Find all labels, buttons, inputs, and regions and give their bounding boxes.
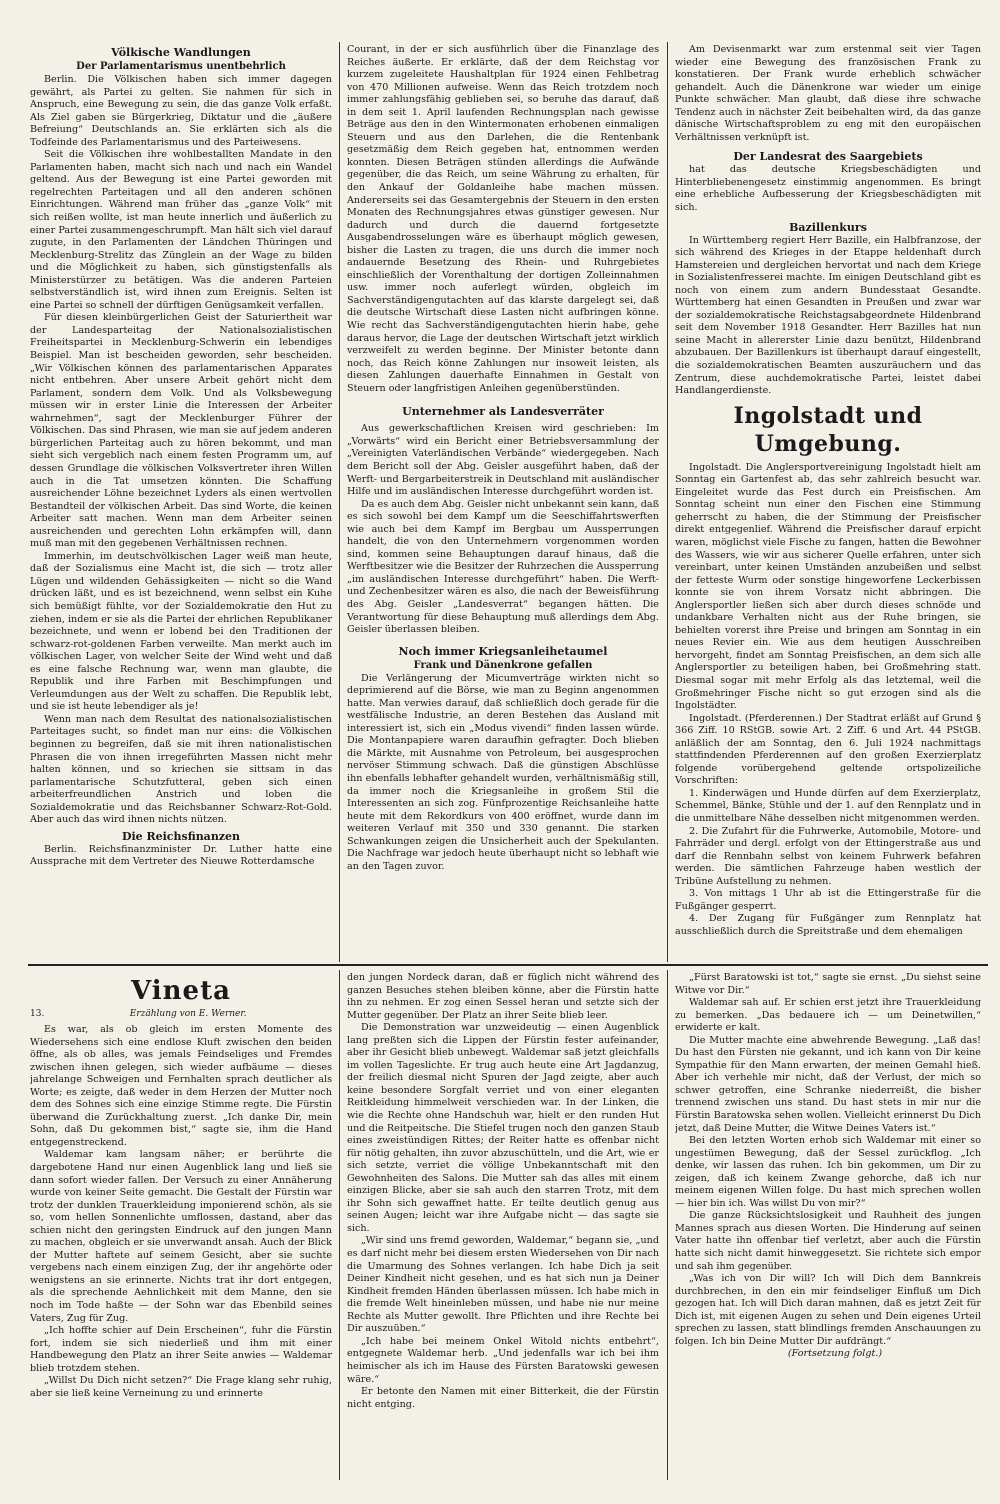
column-rule: [667, 42, 668, 962]
paragraph: Immerhin, im deutschvölkischen Lager weiß man heute, daß der Sozialismus eine Macht ist, die sich — trotz aller Lügen und wildenden Gehässigkeiten — nicht so die Wand drücken läßt, und es ist bezeichnend, wenn selbst ein Kuhe sich bemüßigt fühlte, vor der Sozialdemokratie den Hut zu ziehen, indem er sie als die Partei der ehrlichen Republikaner bezeichnete, und wenn er lobend bei den Traditionen der schwarz-rot-goldenen Farben verweilte. Man merkt auch im völkischen Lager, von welcher Seite der Wind weht und daß es eine falsche Rechnung war, wenn man glaubte, die Republik und ihre Farben mit Beschimpfungen und Verleumdungen aus der Welt zu schaffen. Die Republik lebt, und sie ist heute lebendiger als je!: [30, 550, 332, 713]
continued-note: (Fortsetzung folgt.): [787, 1348, 883, 1360]
paragraph: Die ganze Rücksichtslosigkeit und Rauhheit des jungen Mannes sprach aus diesen Worten. Die Hinderung auf seinen Vater hatte ihn offenbar tief verletzt, aber auch die Fürstin hatte sich nicht damit hinweggesetzt. Sie richtete sich empor und sah ihm gegenüber.: [675, 1210, 981, 1272]
paragraph: Die Verlängerung der Micumverträge wirkten nicht so deprimierend auf die Börse, wie man zu Beginn angenommen hatte. Man verwies darauf, daß schließlich doch gerade für die westfälische Industrie, an deren Bestehen das Ausland mit interessiert ist, sich ein „Modus vivendi“ finden lassen würde. Die Montanpapiere waren daraufhin gefragter. Doch blieben die Märkte, mit Ausnahme von Petroleum, bei ausgesprochen nervöser Stimmung schwach. Daß die günstigen Abschlüsse ihn ebenfalls lebhafter gehandelt wurden, verhältnismäßig still, da immer noch die Kriegsanleihe in großem Stil die Interessenten an sich zog. Fünfprozentige Reichsanleihe hatte heute mit dem Rekordkurs von 400 eröffnet, wurde dann im weiteren Verlauf mit 350 und 330 genannt. Die starken Schwankungen zeigen die Unsicherheit auch der Spekulanten. Die Nachfrage war jedoch heute überhaupt nicht so lebhaft wie an den Tagen zuvor.: [347, 672, 659, 872]
paragraph: 1. Kinderwägen und Hunde dürfen auf dem Exerzierplatz, Schemmel, Bänke, Stühle und der 1. auf den Rennplatz und in die unmittelbare Nähe desselben nicht mitgenommen werden.: [675, 787, 981, 824]
paragraph: Wenn man nach dem Resultat des nationalsozialistischen Parteitages sucht, so findet man nur eins: die Völkischen beginnen zu begreifen, daß sie mit ihren nationalistischen Phrasen die von ihnen irregeführten Massen nicht mehr halten können, und so kriechen sie sittsam in das parlamentarische Schutzfutteral, geben sich einen arbeiterfreundlichen Anstrich und loben die Sozialdemokratie und das Reichsbanner Schwarz-Rot-Gold. Aber auch das wird ihnen nichts nützen.: [30, 713, 332, 826]
article-subtitle: Der Parlamentarismus unentbehrlich: [76, 61, 286, 72]
article-title: Der Landesrat des Saargebiets: [733, 150, 923, 164]
column-1: [30, 44, 332, 962]
serial-author: Erzählung von E. Werner.: [129, 1009, 247, 1019]
paragraph: Die Demonstration war unzweideutig — einen Augenblick lang preßten sich die Lippen der Fürstin fester aufeinander, aber ihr Gesicht blieb unbewegt. Waldemar saß jetzt gleichfalls im vollen Tageslichte. Er trug auch heute eine Art Jagdanzug, der freilich diesmal nicht Spuren der Jagd zeigte, aber auch keine besondere Sorgfalt verriet und von einer eleganten Reitkleidung himmelweit verschieden war. In der Linken, die wie die Rechte ohne Handschuh war, hielt er den runden Hut und die Reitpeitsche. Die Stiefel trugen noch den ganzen Staub eines zweistündigen Rittes; der Reiter hatte es offenbar nicht für nötig gehalten, ihn zuvor abzuschütteln, und die Art, wie er sich setzte, verriet die völlige Unbekanntschaft mit den Gewohnheiten des Salons. Die Mutter sah das alles mit einem einzigen Blicke, aber sie sah auch den starren Trotz, mit dem ihr Sohn sich gewaffnet hatte. Er teilte deutlich genug aus seinen Augen; leicht war ihre Aufgabe nicht — das sagte sie sich.: [347, 1022, 659, 1234]
serial-column-2: [347, 972, 659, 1484]
article-title: Noch immer Kriegsanleihetaumel: [398, 644, 608, 658]
paragraph: Berlin. Die Völkischen haben sich immer dagegen gewährt, als Partei zu gelten. Sie nahmen für sich in Anspruch, eine Bewegung zu sein, die das ganze Volk erfaßt. Als Ziel gaben sie Bürgerkrieg, Diktatur und die „äußere Befreiung“ Deutschlands an. Sie erklärten sich als die Todfeinde des Parlamentarismus und des Parteiwesens.: [30, 74, 332, 148]
paragraph: „Fürst Baratowski ist tot,“ sagte sie ernst. „Du siehst seine Witwe vor Dir.“: [675, 972, 981, 996]
article-subtitle: Frank und Dänenkrone gefallen: [413, 659, 593, 671]
column-rule: [339, 970, 340, 1480]
section-divider: [28, 964, 988, 966]
column-rule: [667, 970, 668, 1480]
serial-title: Vineta: [131, 976, 231, 1006]
paragraph: Ingolstadt. (Pferderennen.) Der Stadtrat erläßt auf Grund § 366 Ziff. 10 RStGB. sowie Art. 2 Ziff. 6 und Art. 44 PStGB. anläßlich der am Sonntag, den 6. Juli 1924 nachmittags stattfindenden Pferderennen auf den großen Exerzierplatz folgende vorübergehend geltende ortspolizeiliche Vorschriften:: [675, 712, 981, 787]
article-title: Völkische Wandlungen: [111, 46, 251, 59]
paragraph: „Was ich von Dir will? Ich will Dich dem Bannkreis durchbrechen, in den ein mir feindseliger Einfluß um Dich gezogen hat. Ich will Dich daran mahnen, daß es jetzt Zeit für Dich ist, mit eigenen Augen zu sehen und Dein eigenes Urteil sprechen zu lassen, statt blindlings fremden Anschauungen zu folgen. Ich bin Deine Mutter Dir aufdrängt.“: [675, 1273, 981, 1347]
paragraph: „Ich hoffte schier auf Dein Erscheinen“, fuhr die Fürstin fort, indem sie sich niederließ und ihm mit einer Handbewegung den Platz an ihrer Seite anwies — Waldemar blieb trotzdem stehen.: [30, 1325, 332, 1374]
paragraph: Berlin. Reichsfinanzminister Dr. Luther hatte eine Aussprache mit dem Vertreter des Nieuwe Rotterdamsche: [30, 843, 332, 868]
paragraph: Courant, in der er sich ausführlich über die Finanzlage des Reiches äußerte. Er erklärte, daß der dem Reichstag vor kurzem zugeleitete Haushaltplan für 1924 einen Fehlbetrag von 470 Millionen aufweise. Wenn das Reich trotzdem noch immer zahlungsfähig geblieben sei, so beruhe das darauf, daß in dem seit 1. April laufenden Rechnungsplan nach gewisse Beträge aus den in den Wintermonaten erhobenen einmaligen Steuern und aus den Darlehen, die die Rentenbank gesetzmäßig dem Reich gegeben hat, entnommen werden konnten. Diesen Beträgen stünden allerdings die Aufwände gegenüber, die das Reich, um seine Währung zu erhalten, für den Ankauf der Goldanleihe habe machen müssen. Andererseits sei das Gesamtergebnis der Steuern in den ersten Monaten des Rechnungsjahres etwas günstiger gewesen. Nur dadurch und durch die dauernd fortgesetzte Ausgabendrosselungen wäre es überhaupt möglich gewesen, bisher die Lasten zu tragen, die uns durch die immer noch andauernde Besetzung des Rhein- und Ruhrgebietes einschließlich der Vorenthaltung der dortigen Zolleinnahmen usw. immer noch auferlegt würden, obgleich im Sachverständigengutachten auf das klarste dargelegt sei, daß die deutsche Wirtschaft diese Lasten nicht aufbringen könne. Wie recht das Sachverständigengutachten hierin habe, gehe daraus hervor, die Lage der deutschen Wirtschaft jetzt wirklich verzweifelt zu werden beginne. Der Minister betonte dann noch, das Reich könne Zahlungen nur insoweit leisten, als diesen Zahlungen dauerhafte Einnahmen in Gestalt von Steuern oder langfristigen Anleihen gegenüberstünden.: [347, 44, 659, 394]
article-title: Unternehmer als Landesverräter: [402, 405, 604, 419]
paragraph: 3. Von mittags 1 Uhr ab ist die Ettingerstraße für die Fußgänger gesperrt.: [675, 888, 981, 912]
column-rule: [339, 42, 340, 962]
paragraph: „Wir sind uns fremd geworden, Waldemar,“ begann sie, „und es darf nicht mehr bei diesem ersten Wiedersehen von Dir nach die Umarmung des Sohnes verlangen. Ich habe Dich ja seit Deiner Kindheit nicht gesehen, und es hat sich nun ja Deiner Kindheit fremden Händen überlassen müssen. Ich habe mich in die fremde Welt hineinleben müssen, und habe nie nur meine Rechte als Mutter gewollt. Ihre Pflichten und ihre Rechte bei Dir auszuüben.“: [347, 1235, 659, 1335]
paragraph: den jungen Nordeck daran, daß er füglich nicht während des ganzen Besuches stehen bleiben könne, aber die Fürstin hatte ihn zu nehmen. Er zog einen Sessel heran und setzte sich der Mutter gegenüber. Der Platz an ihrer Seite blieb leer.: [347, 972, 659, 1021]
paragraph: Für diesen kleinbürgerlichen Geist der Saturiertheit war der Landesparteitag der Nationalsozialistischen Freiheitspartei in Mecklenburg-Schwerin ein lebendiges Beispiel. Man ist bescheiden geworden, sehr bescheiden. „Wir Völkischen können des parlamentarischen Apparates nicht entbehren. Aber unsere Arbeit gehört nicht dem Parlament, sondern dem Volk. Und als Volksbewegung müssen wir in erster Linie die Interessen der Arbeiter wahrnehmen“, sagt der Mecklenburger Führer der Völkischen. Das sind Phrasen, wie man sie auf jedem anderen bürgerlichen Parteitag auch zu hören bekommt, und man sieht sich vergeblich nach einem festen Programm um, auf dessen Grundlage die völkischen Volksvertreter ihren Willen auch in die Tat umsetzen könnten. Die Schaffung ausreichender Löhne bezeichnet Lyders als einen wertvollen Bestandteil der völkischen Arbeit. Das sind Worte, die keinen Arbeiter satt machen. Wenn man dem Arbeiter seinen ausreichenden und gerechten Lohn erkämpfen will, dann muß man mit den gegebenen Verhältnissen rechnen.: [30, 312, 332, 550]
section-heading: Ingolstadt und Umgebung.: [733, 402, 923, 457]
paragraph: „Willst Du Dich nicht setzen?“ Die Frage klang sehr ruhig, aber sie ließ keine Verneinung zu und erinnerte: [30, 1375, 332, 1399]
paragraph: „Ich habe bei meinem Onkel Witold nichts entbehrt“, entgegnete Waldemar herb. „Und jedenfalls war ich bei ihm heimischer als ich im Hause des Fürsten Baratowski gewesen wäre.“: [347, 1335, 659, 1385]
paragraph: Aus gewerkschaftlichen Kreisen wird geschrieben: Im „Vorwärts“ wird ein Bericht einer Betriebsversammlung der „Vereinigten Vaterländischen Verbände“ wiedergegeben. Nach dem Bericht soll der Abg. Geisler ausgeführt haben, daß der Werft- und Bergarbeiterstreik in Deutschland mit ausländischer Hilfe und im ausländischen Interesse durchgeführt worden ist.: [347, 423, 659, 498]
paragraph: 4. Der Zugang für Fußgänger zum Rennplatz hat ausschließlich durch die Spreitstraße und dem ehemaligen: [675, 913, 981, 937]
paragraph: Seit die Völkischen ihre wohlbestallten Mandate in den Parlamenten haben, macht sich nach und nach ein Wandel geltend. Aus der Bewegung ist eine Partei geworden mit regelrechten Parteitagen und all den anderen schönen Einrichtungen. Während man früher das „ganze Volk“ mit sich reißen wollte, ist man heute innerlich und äußerlich zu einer Partei zusammengeschrumpft. Man hält sich viel darauf zugute, in den Parlamenten der Ländchen Thüringen und Mecklenburg-Strelitz das Zünglein an der Wage zu bilden und die Möglichkeit zu haben, sich günstigstenfalls als Ministerstürzer zu betätigen. Was die anderen Parteien selbstverständlich ist, wird ihnen zum Ereignis. Selten ist eine Partei so schnell der dürftigen Genügsamkeit verfallen.: [30, 149, 332, 311]
paragraph: Es war, als ob gleich im ersten Momente des Wiedersehens sich eine endlose Kluft zwischen den beiden öffne, als ob alles, was jemals Feindseliges und Fremdes zwischen ihnen gelegen, sich wieder aufbäume — dieses jahrelange Schweigen und Fernhalten sprach deutlicher als Worte; es zeigte, daß weder in dem Herzen der Mutter noch dem des Sohnes sich eine einzige Stimme regte. Die Fürstin überwand die Zurückhaltung zuerst. „Ich danke Dir, mein Sohn, daß Du gekommen bist,“ sagte sie, ihm die Hand entgegenstreckend.: [30, 1024, 332, 1148]
paragraph: Waldemar kam langsam näher; er berührte die dargebotene Hand nur einen Augenblick lang und ließ sie dann sofort wieder fallen. Der Versuch zu einer Annäherung wurde von keiner Seite gemacht. Die Gestalt der Fürstin war trotz der dunklen Trauerkleidung imponierend schön, als sie so, vom hellen Sonnenlichte umflossen, dastand, aber das schien nicht den geringsten Eindruck auf den jungen Mann zu machen, obgleich er sie unverwandt ansah. Auch der Blick der Mutter haftete auf seinem Gesicht, aber sie suchte vergebens nach einem einzigen Zug, der ihr angehörte oder wenigstens an sie erinnerte. Nichts trat ihr dort entgegen, als die sprechende Aehnlichkeit mit dem Manne, den sie noch im Tode haßte — der Sohn war das Ebenbild seines Vaters, Zug für Zug.: [30, 1149, 332, 1324]
paragraph: In Württemberg regiert Herr Bazille, ein Halbfranzose, der sich während des Krieges in der Etappe heldenhaft durch Hamstereien und dergleichen hervortat und nach dem Kriege in Sozialistenfresserei machte. Im einigen Deutschland gibt es noch von einem zum andern Bundesstaat Gesandte. Württemberg hat einen Gesandten in Preußen und zwar war der sozialdemokratische Reichstagsabgeordnete Hildenbrand seit dem November 1918 Gesandter. Herr Bazilles hat nun seine Macht in allererster Linie dazu benützt, Hildenbrand abzubauen. Der Bazillenkurs ist überhaupt darauf eingestellt, die sozialdemokratischen Beamten auszuräuchern und das Zentrum, diese auchdemokratische Partei, leistet dabei Handlangerdienste.: [675, 234, 981, 397]
article-title: Bazillenkurs: [789, 220, 867, 234]
article-title: Die Reichsfinanzen: [121, 829, 241, 843]
paragraph: Da es auch dem Abg. Geisler nicht unbekannt sein kann, daß es sich sowohl bei dem Kampf um die Seeschiffahrtswerften wie auch bei dem Kampf im Bergbau um Aussperrungen handelt, die von den Unternehmern vorgenommen worden sind, kommen seine Behauptungen darauf hinaus, daß die Werftbesitzer wie die Besitzer der Ruhrzechen die Aussperrung „im ausländischen Interesse durchgeführt“ haben. Die Werft- und Zechenbesitzer wären es also, die nach der Beweisführung des Abg. Geisler „Landesverrat“ begangen hätten. Die Verantwortung für diese Behauptung muß allerdings dem Abg. Geisler überlassen bleiben.: [347, 498, 659, 636]
paragraph: 2. Die Zufahrt für die Fuhrwerke, Automobile, Motore- und Fahrräder und dergl. erfolgt von der Ettingerstraße aus und darf die Rennbahn selbst von keinem Fuhrwerk befahren werden. Die sämtlichen Fahrzeuge haben westlich der Tribüne Aufstellung zu nehmen.: [675, 825, 981, 887]
column-3: [675, 44, 981, 962]
serial-byline: [30, 1008, 332, 1020]
paragraph: Am Devisenmarkt war zum erstenmal seit vier Tagen wieder eine Bewegung des französischen Frank zu konstatieren. Der Frank wurde erheblich schwächer gehandelt. Auch die Dänenkrone war wieder um einige Punkte schwächer. Man glaubt, daß diese ihre schwache Tendenz auch in nächster Zeit beibehalten wird, da das ganze dänische Wirtschaftsproblem zu eng mit den europäischen Verhältnissen verknüpft ist.: [675, 44, 981, 143]
paragraph: Ingolstadt. Die Anglersportvereinigung Ingolstadt hielt am Sonntag ein Gartenfest ab, das sehr zahlreich besucht war. Eingeleitet wurde das Fest durch ein Preisfischen. Am Sonntag scheint nun einer den Fischen eine Stimmung geherrscht zu haben, die der Stimmung der Preisfischer direkt entgegenlief. Während die Preisfischer darauf erpicht waren, möglichst viele Fische zu fangen, hatten die Bewohner des Wassers, wie wir aus sicherer Quelle erfahren, unter sich vereinbart, unter keinen Umständen anzubeißen und selbst der fetteste Wurm oder sonstige hingeworfene Leckerbissen konnte sie von ihrem Vorsatz nicht abbringen. Die Anglersportler ließen sich aber durch dieses schnöde und undankbare Verhalten nicht aus der Ruhe bringen, sie behielten vorerst ihre Preise und bringen am Sonntag in ein neues Revier ein. Wie aus dem heutigen Ausschreiben hervorgeht, findet am Sonntag Preisfischen, an dem sich alle Anglersportler zu beteiligen haben, bei Großmehring statt. Diesmal sogar mit mehr Erfolg als das letztemal, weil die Großmehringer Fische nicht so gut erzogen sind als die Ingolstädter.: [675, 461, 981, 712]
paragraph: Die Mutter machte eine abwehrende Bewegung. „Laß das! Du hast den Fürsten nie gekannt, und ich kann von Dir keine Sympathie für den Mann erwarten, der meinen Gemahl hieß. Aber ich verhehle mir nicht, daß der Verlust, der mich so schwer getroffen, eine Schranke niederreißt, die bisher trennend zwischen uns stand. Du hast stets in mir nur die Fürstin Baratowska sehen wollen. Vielleicht erinnerst Du Dich jetzt, daß Deine Mutter, die Witwe Deines Vaters ist.“: [675, 1034, 981, 1134]
paragraph: Waldemar sah auf. Er schien erst jetzt ihre Trauerkleidung zu bemerken. „Das bedauere ich — um Deinetwillen,“ erwiderte er kalt.: [675, 997, 981, 1034]
serial-number: 13.: [30, 1009, 45, 1019]
serial-column-3: [675, 972, 981, 1484]
paragraph: Bei den letzten Worten erhob sich Waldemar mit einer so ungestümen Bewegung, daß der Sessel zurückflog. „Ich denke, wir lassen das ruhen. Ich bin gekommen, um Dir zu zeigen, daß ich keinem Zwange gehorche, daß ich nur meinem eigenen Willen folge. Du hast mich sprechen wollen — hier bin ich. Was willst Du von mir?“: [675, 1135, 981, 1209]
paragraph: Er betonte den Namen mit einer Bitterkeit, die der Fürstin nicht entging.: [347, 1386, 659, 1410]
column-2: [347, 44, 659, 962]
serial-column-1: [30, 972, 332, 1484]
paragraph: hat das deutsche Kriegsbeschädigten und Hinterbliebenengesetz einstimmig angenommen. Es bringt eine erhebliche Aufbesserung der Kriegsbeschädigten mit sich.: [675, 164, 981, 214]
